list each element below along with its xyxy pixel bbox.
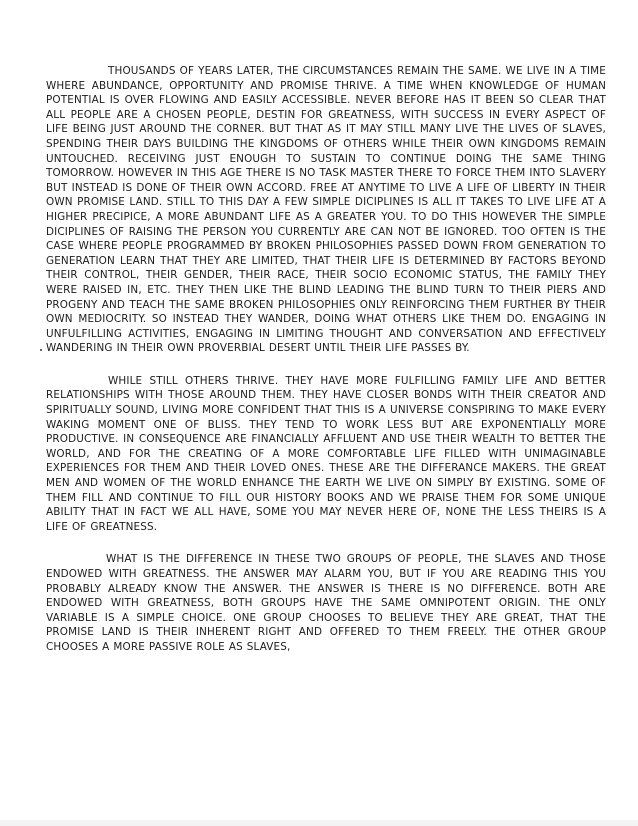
paragraph-1: THOUSANDS OF YEARS LATER, THE CIRCUMSTANCES REMAIN THE SAME. WE LIVE IN A TIME WHERE ABUNDANCE, OPPORTUNITY AND PROMISE THRIVE. A TIME WHEN KNOWLEDGE OF HUMAN POTENTIAL IS OVER FLOWING AND EASILY ACCESSIBLE. NEVER BEFORE HAS IT BEEN SO CLEAR THAT ALL PEOPLE ARE A CHOSEN PEOPLE, DESTIN FOR GREATNESS, WITH SUCCESS IN EVERY ASPECT OF LIFE BEING JUST AROUND THE CORNER. BUT THAT AS IT MAY STILL MANY LIVE THE LIVES OF SLAVES, SPENDING THEIR DAYS BUILDING THE KINGDOMS OF OTHERS WHILE THEIR OWN KINGDOMS REMAIN UNTOUCHED. RECEIVING JUST ENOUGH TO SUSTAIN TO CONTINUE DOING THE SAME THING TOMORROW. HOWEVER IN THIS AGE THERE IS NO TASK MASTER THERE TO FORCE THEM INTO SLAVERY BUT INSTEAD IS DONE OF THEIR OWN ACCORD. FREE AT ANYTIME TO LIVE A LIFE OF LIBERTY IN THEIR OWN PROMISE LAND. STILL TO THIS DAY A FEW SIMPLE DICIPLINES IS ALL IT TAKES TO LIVE LIFE AT A HIGHER PRECIPICE, A MORE ABUNDANT LIFE AS A GREATER YOU. TO DO THIS HOWEVER THE SIMPLE DICIPLINES OF RAISING THE PERSON YOU CURRENTLY ARE CAN NOT BE IGNORED. TOO OFTEN IS THE CASE WHERE PEOPLE PROGRAMMED BY BROKEN PHILOSOPHIES PASSED DOWN FROM GENERATION TO GENERATION LEARN THAT THEY ARE LIMITED, THAT THEIR LIFE IS DETERMINED BY FACTORS BEYOND THEIR CONTROL, THEIR GENDER, THEIR RACE, THEIR SOCIO ECONOMIC STATUS, THE FAMILY THEY WERE RAISED IN, ETC. THEY THEN LIKE THE BLIND LEADING THE BLIND TURN TO THEIR PIERS AND PROGENY AND TEACH THE SAME BROKEN PHILOSOPHIES ONLY REINFORCING THEM FURTHER BY THEIR OWN MEDIOCRITY. SO INSTEAD THEY WANDER, DOING WHAT OTHERS LIKE THEM DO. ENGAGING IN UNFULFILLING ACTIVITIES, ENGAGING IN LIMITING THOUGHT AND CONVERSATION AND EFFECTIVELY WANDERING IN THEIR OWN PROVERBIAL DESERT UNTIL THEIR LIFE PASSES BY. (46, 65, 606, 355)
paragraph-3: WHAT IS THE DIFFERENCE IN THESE TWO GROUPS OF PEOPLE, THE SLAVES AND THOSE ENDOWED WITH GREATNESS. THE ANSWER MAY ALARM YOU, BUT IF YOU ARE READING THIS YOU PROBABLY ALREADY KNOW THE ANSWER. THE ANSWER IS THERE IS NO DIFFERENCE. BOTH ARE ENDOWED WITH GREATNESS, BOTH GROUPS HAVE THE SAME OMNIPOTENT ORIGIN. THE ONLY VARIABLE IS A SIMPLE CHOICE. ONE GROUP CHOOSES TO BELIEVE THEY ARE GREAT, THAT THE PROMISE LAND IS THEIR INHERENT RIGHT AND OFFERED TO THEM FREELY. THE OTHER GROUP CHOOSES A MORE PASSIVE ROLE AS SLAVES, (46, 553, 606, 653)
page-bottom-edge (0, 820, 638, 826)
margin-dot (40, 349, 42, 351)
handwritten-essay (46, 64, 606, 655)
paragraph-2: WHILE STILL OTHERS THRIVE. THEY HAVE MORE FULFILLING FAMILY LIFE AND BETTER RELATIONSHIPS WITH THOSE AROUND THEM. THEY HAVE CLOSER BONDS WITH THEIR CREATOR AND SPIRITUALLY SOUND, LIVING MORE CONFIDENT THAT THIS IS A UNIVERSE CONSPIRING TO MAKE EVERY WAKING MOMENT ONE OF BLISS. THEY TEND TO WORK LESS BUT ARE EXPONENTIALLY MORE PRODUCTIVE. IN CONSEQUENCE ARE FINANCIALLY AFFLUENT AND USE THEIR WEALTH TO BETTER THE WORLD, AND FOR THE CREATING OF A MORE COMFORTABLE LIFE FILLED WITH UNIMAGINABLE EXPERIENCES FOR THEM AND THEIR LOVED ONES. THESE ARE THE DIFFERANCE MAKERS. THE GREAT MEN AND WOMEN OF THE WORLD ENHANCE THE EARTH WE LIVE ON SIMPLY BY EXISTING. SOME OF THEM FILL AND CONTINUE TO FILL OUR HISTORY BOOKS AND WE PRAISE THEM FOR SOME UNIQUE ABILITY THAT IN FACT WE ALL HAVE, SOME YOU MAY NEVER HERE OF, NONE THE LESS THEIRS IS A LIFE OF GREATNESS. (46, 374, 606, 533)
